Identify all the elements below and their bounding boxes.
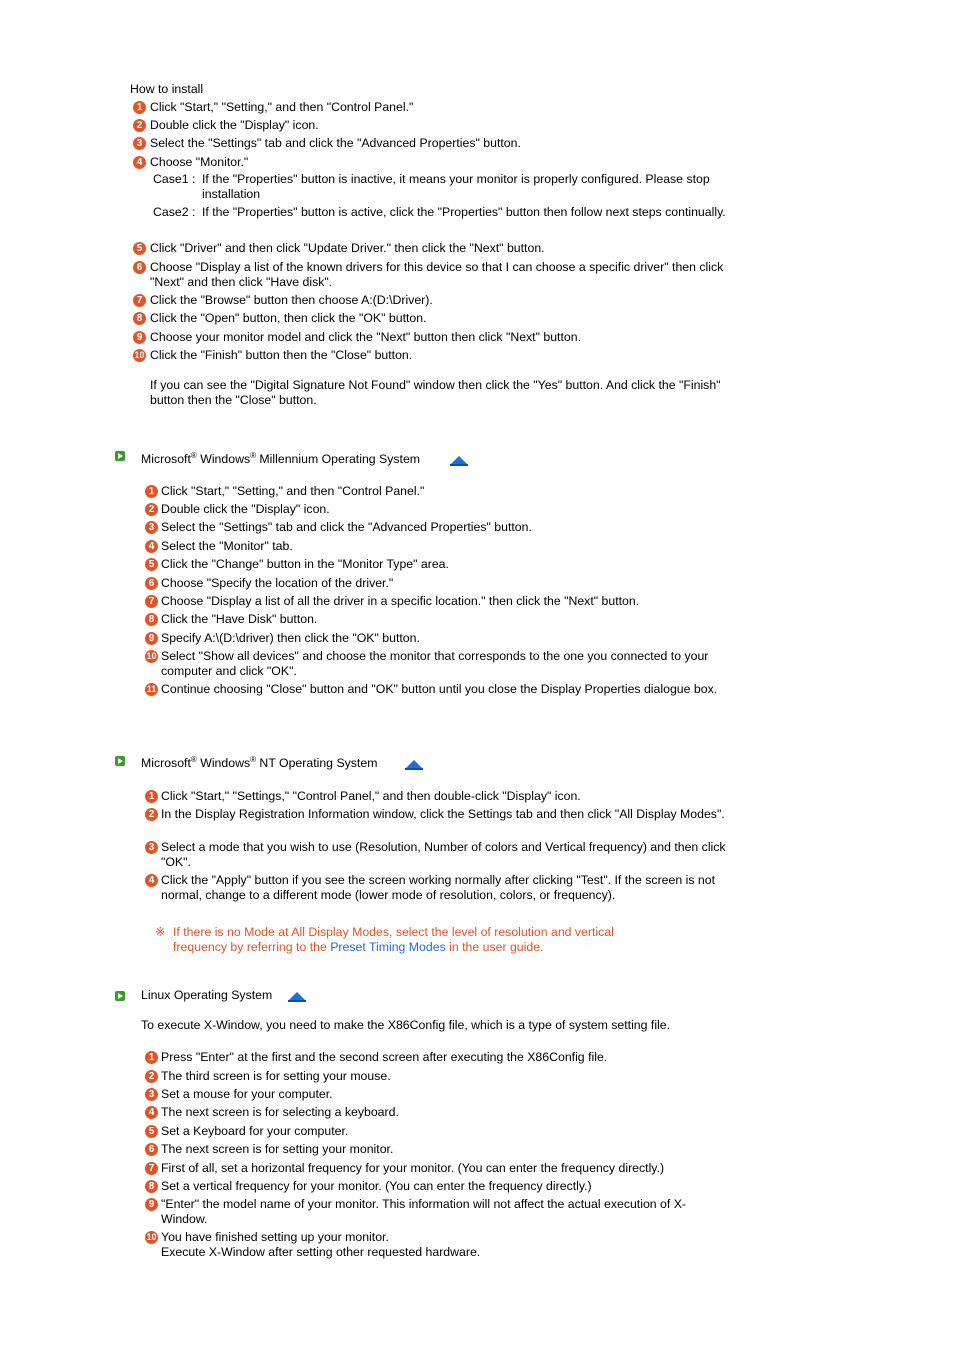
list-item: Select the "Monitor" tab. [161, 539, 293, 553]
step-number-icon: 8 [145, 1180, 158, 1193]
list-item: In the Display Registration Information window, click the Settings tab and then click "All Display Modes". [161, 807, 725, 821]
list-item: Click the "Finish" button then the "Close" button. [150, 348, 413, 362]
step-number-icon: 3 [145, 1088, 158, 1101]
list-item: Select "Show all devices" and choose the monitor that corresponds to the one you connected to your computer and click "OK". [161, 649, 709, 678]
list-item: Choose "Monitor." [150, 155, 249, 169]
list-item: Specify A:\(D:\driver) then click the "OK" button. [161, 631, 420, 645]
list-item: Choose your monitor model and click the "Next" button then click "Next" button. [150, 330, 581, 344]
list-item: Double click the "Display" icon. [161, 502, 330, 516]
step-number-icon: 2 [133, 119, 146, 132]
list-item: Click the "Open" button, then click the "OK" button. [150, 311, 427, 325]
step-number-icon: 1 [145, 485, 158, 498]
step-number-icon: 3 [133, 137, 146, 150]
step-number-icon: 9 [145, 632, 158, 645]
step-number-icon: 3 [145, 841, 158, 854]
step-number-icon: 2 [145, 808, 158, 821]
list-item: Choose "Display a list of all the driver in a specific location." then click the "Next" button. [161, 594, 640, 608]
list-item: The third screen is for setting your mouse. [161, 1069, 391, 1083]
step-number-icon: 1 [145, 790, 158, 803]
nt-note-line1: If there is no Mode at All Display Modes, select the level of resolution and vertical [173, 925, 614, 939]
list-item: Click the "Have Disk" button. [161, 612, 318, 626]
up-arrow-icon[interactable] [287, 990, 307, 1002]
step-number-icon: 4 [145, 874, 158, 887]
step-number-icon: 7 [145, 595, 158, 608]
list-item: Press "Enter" at the first and the second screen after executing the X86Config file. [161, 1050, 608, 1064]
case2-label: Case2 : [153, 205, 196, 219]
step-number-icon: 8 [133, 312, 146, 325]
section-bullet-icon [115, 451, 125, 461]
step-number-icon: 10 [146, 1232, 157, 1242]
step-number-icon: 9 [145, 1198, 158, 1211]
section-title-me: Microsoft® Windows® Millennium Operating System [141, 450, 421, 466]
section-title-nt: Microsoft® Windows® NT Operating System [141, 754, 378, 770]
list-item: Select a mode that you wish to use (Resolution, Number of colors and Vertical frequency) and then click "OK". [161, 840, 726, 869]
list-item: Continue choosing "Close" button and "OK" button until you close the Display Properties dialogue box. [161, 682, 718, 696]
step-number-icon: 3 [145, 521, 158, 534]
section-title-linux: Linux Operating System [141, 988, 273, 1002]
list-item: Click "Start," "Setting," and then "Control Panel." [161, 484, 425, 498]
section-bullet-icon [115, 991, 125, 1001]
up-arrow-icon[interactable] [449, 454, 469, 466]
list-item: "Enter" the model name of your monitor. This information will not affect the actual execution of X-Window. [161, 1197, 687, 1226]
case2-text: If the "Properties" button is active, click the "Properties" button then follow next steps continually. [202, 205, 726, 219]
how-to-install-heading: How to install [130, 82, 204, 96]
list-item: Choose "Display a list of the known drivers for this device so that I can choose a specific driver" then click "Next" and then click "Have disk". [150, 260, 724, 289]
list-item: First of all, set a horizontal frequency for your monitor. (You can enter the frequency directly.) [161, 1161, 665, 1175]
list-item: Set a mouse for your computer. [161, 1087, 333, 1101]
step-number-icon: 4 [145, 540, 158, 553]
step-number-icon: 5 [133, 242, 146, 255]
section-bullet-icon [115, 756, 125, 766]
linux-final-text: Execute X-Window after setting other requested hardware. [161, 1245, 481, 1259]
step-number-icon: 6 [145, 577, 158, 590]
list-item: Choose "Specify the location of the driver." [161, 576, 394, 590]
list-item: The next screen is for selecting a keyboard. [161, 1105, 399, 1119]
list-item: Set a Keyboard for your computer. [161, 1124, 349, 1138]
list-item: Click "Driver" and then click "Update Driver." then click the "Next" button. [150, 241, 545, 255]
list-item: Double click the "Display" icon. [150, 118, 319, 132]
note-mark-icon: ※ [155, 925, 166, 939]
step-number-icon: 4 [145, 1106, 158, 1119]
step-number-icon: 7 [145, 1162, 158, 1175]
step-number-icon: 2 [145, 503, 158, 516]
step-number-icon: 10 [146, 651, 157, 661]
list-item: Click "Start," "Setting," and then "Control Panel." [150, 100, 414, 114]
preset-timing-modes-link[interactable]: Preset Timing Modes [330, 940, 446, 954]
step-number-icon: 8 [145, 613, 158, 626]
linux-intro: To execute X-Window, you need to make the X86Config file, which is a type of system setting file. [141, 1018, 671, 1032]
list-item: Set a vertical frequency for your monitor. (You can enter the frequency directly.) [161, 1179, 592, 1193]
step-number-icon: 6 [133, 261, 146, 274]
step-number-icon: 7 [133, 294, 146, 307]
list-item: Click the "Apply" button if you see the screen working normally after clicking "Test". If the screen is not normal, change to a different mode (lower mode of resolution, colors, or frequency). [161, 873, 715, 902]
list-item: Select the "Settings" tab and click the "Advanced Properties" button. [161, 520, 532, 534]
list-item: The next screen is for setting your monitor. [161, 1142, 394, 1156]
list-item: Click "Start," "Settings," "Control Panel," and then double-click "Display" icon. [161, 789, 581, 803]
digital-signature-note: If you can see the "Digital Signature Not Found" window then click the "Yes" button. And click the "Finish" button then the "Close" button. [150, 378, 721, 407]
case1-text: If the "Properties" button is inactive, it means your monitor is properly configured. Please stop installation [202, 172, 710, 201]
step-number-icon: 1 [145, 1051, 158, 1064]
case1-label: Case1 : [153, 172, 196, 186]
list-item: Click the "Browse" button then choose A:(D:\Driver). [150, 293, 433, 307]
step-number-icon: 6 [145, 1143, 158, 1156]
step-number-icon: 1 [133, 101, 146, 114]
nt-note-line2: frequency by referring to the Preset Timing Modes in the user guide. [173, 940, 544, 954]
step-number-icon: 5 [145, 1125, 158, 1138]
up-arrow-icon[interactable] [404, 758, 424, 770]
list-item: Click the "Change" button in the "Monitor Type" area. [161, 557, 449, 571]
step-number-icon: 9 [133, 331, 146, 344]
step-number-icon: 2 [145, 1070, 158, 1083]
step-number-icon: 10 [134, 350, 145, 360]
step-number-icon: 4 [133, 156, 146, 169]
step-number-icon: 11 [146, 684, 157, 694]
step-number-icon: 5 [145, 558, 158, 571]
list-item: You have finished setting up your monitor. [161, 1230, 389, 1244]
list-item: Select the "Settings" tab and click the "Advanced Properties" button. [150, 136, 521, 150]
